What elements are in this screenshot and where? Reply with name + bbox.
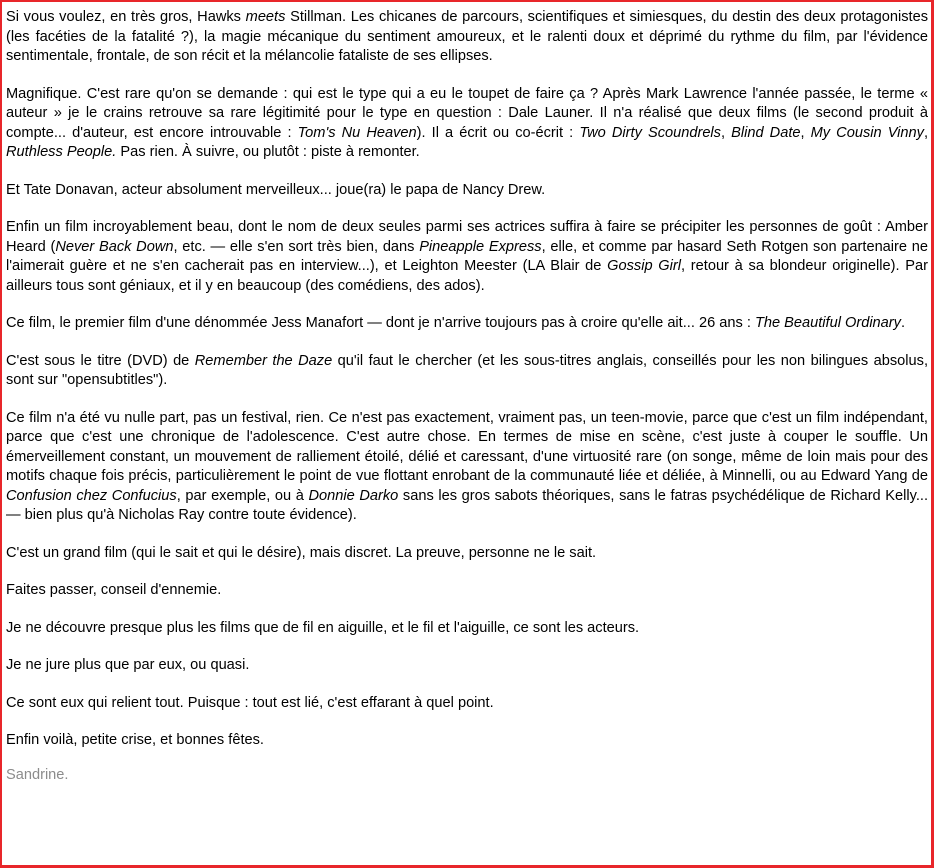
text-run: Ce sont eux qui relient tout. Puisque : tout est lié, c'est effarant à quel point. [6, 694, 494, 711]
text-run: Et Tate Donavan, acteur absolument merveilleux... joue(ra) le papa de Nancy Drew. [6, 181, 546, 198]
paragraph [6, 85, 928, 163]
paragraph [6, 581, 928, 601]
italic-title: Gossip Girl [607, 258, 681, 274]
italic-title: Ruthless People. [6, 144, 117, 160]
italic-title: Confusion chez Confucius [6, 487, 177, 504]
text-run: Ce film, le premier film d'une dénommée Jess Manafort — dont je n'arrive toujours pas à croire qu'elle ait... 26 ans : [6, 315, 755, 331]
paragraph [6, 731, 928, 751]
text-run: Enfin un film incroyablement beau, dont le nom de deux seules parmi ses actrices suffira à faire se précipiter les personnes de goût : Amber Heard ( [6, 219, 928, 255]
italic-title: My Cousin Vinny [810, 124, 924, 141]
italic-title: Never Back Down [55, 238, 174, 255]
text-run: Si vous voulez, en très gros, Hawks [6, 9, 246, 25]
text-run: , [800, 124, 811, 141]
text-run: Enfin voilà, petite crise, et bonnes fêtes. [6, 732, 264, 748]
text-run: Faites passer, conseil d'ennemie. [6, 582, 222, 598]
italic-title: Remember the Daze [194, 352, 333, 369]
italic-title: Blind Date [731, 124, 801, 141]
text-run: , [923, 124, 928, 141]
text-run: Je ne jure plus que par eux, ou quasi. [6, 657, 250, 673]
paragraph [6, 544, 928, 564]
paragraph [6, 314, 928, 334]
paragraph [6, 656, 928, 676]
text-run: , retour à sa blondeur originelle). Par ailleurs tous sont géniaux, et il y en beaucoup (des comédiens, des ados). [6, 258, 928, 294]
text-run: Magnifique. C'est rare qu'on se demande : qui est le type qui a eu le toupet de faire ça ? Après Mark Lawrence l'année passée, le terme « auteur » je le crains retrouve sa rare légitimité pour le type en question : Dale Launer. Il n'a réalisé que deux films (le second produit à compte... d'auteur, est encore introuvable : [6, 85, 928, 141]
text-run: qu'il faut le chercher (et les sous-titres anglais, conseillés pour les non bilingues absolus, sont sur "opensubtitles"). [6, 352, 928, 388]
paragraph [6, 8, 928, 67]
text-run: sans les gros sabots théoriques, sans le fatras psychédélique de Richard Kelly... — bien plus qu'à Nicholas Ray contre toute évidence). [6, 487, 929, 523]
paragraph [6, 352, 928, 391]
paragraph [6, 409, 928, 526]
text-run: Ce film n'a été vu nulle part, pas un festival, rien. Ce n'est pas exactement, vraiment pas, un teen-movie, parce que c'est un film indépendant, parce que c'est une chronique de l'adolescence. C'est autre chose. En termes de mise en scène, c'est juste à couper le souffle. Un émerveillement constant, un mouvement de ralliement étoilé, délié et caressant, d'une virtuosité rare (on songe, même de loin mais pour des motifs chaque fois précis, particulièrement le point de vue flottant enrobant de la communauté liée et déliée, à Minnelli, ou au Edward Yang de [6, 409, 928, 484]
italic-title: Two Dirty Scoundrels [579, 124, 721, 141]
text-run: C'est un grand film (qui le sait et qui le désire), mais discret. La preuve, personne ne le sait. [6, 544, 597, 561]
text-run: . [900, 315, 906, 331]
text-run: Pas rien. À suivre, ou plutôt : piste à remonter. [116, 144, 420, 160]
italic-title: The Beautiful Ordinary [754, 315, 901, 331]
italic-title: meets [245, 9, 286, 25]
signature: Sandrine. [6, 766, 69, 783]
italic-title: Donnie Darko [308, 487, 399, 504]
paragraph [6, 181, 928, 201]
document-body [6, 8, 928, 751]
text-run: , par exemple, ou à [176, 487, 309, 504]
paragraph [6, 694, 928, 714]
text-run: , etc. — elle s'en sort très bien, dans [173, 238, 420, 255]
text-run: Je ne découvre presque plus les films que de fil en aiguille, et le fil et l'aiguille, ce sont les acteurs. [6, 619, 640, 636]
text-run: , elle, et comme par hasard Seth Rotgen son partenaire ne l'aimerait guère et ne s'en cacherait pas en interview...), et Leighton Meester (LA Blair de [6, 238, 928, 274]
text-run: , [720, 124, 732, 141]
text-run: Stillman. Les chicanes de parcours, scientifiques et simiesques, du destin des deux protagonistes (les facéties de la fatalité ?), la magie mécanique du sentiment amoureux, et le ralenti doux et déprimé du rythme du film, par l'évidence sentimentale, frontale, de son récit et la mélancolie fataliste de ses ellipses. [6, 9, 928, 64]
italic-title: Pineapple Express [419, 238, 542, 255]
paragraph [6, 218, 928, 296]
italic-title: Tom's Nu Heaven [297, 124, 417, 141]
paragraph [6, 619, 928, 639]
text-run: C'est sous le titre (DVD) de [6, 352, 195, 369]
text-run: ). Il a écrit ou co-écrit : [416, 124, 580, 141]
